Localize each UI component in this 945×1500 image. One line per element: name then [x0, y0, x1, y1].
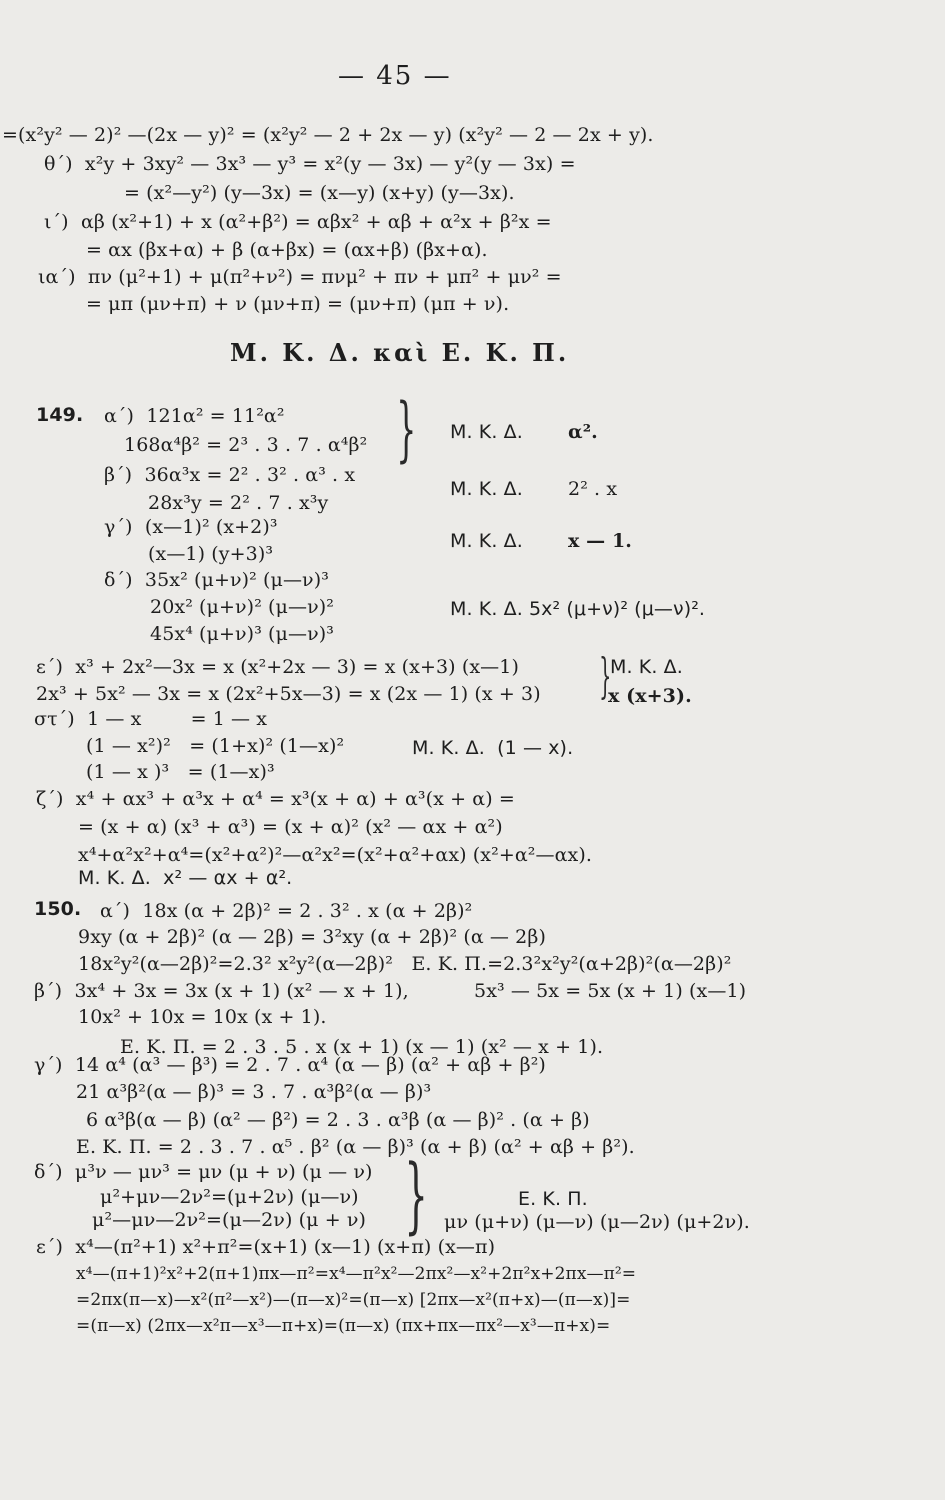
text-line: δ΄) 35x² (μ+ν)² (μ—ν)³: [104, 569, 329, 591]
text-line: Μ. Κ. Δ. (1 — x).: [412, 737, 574, 759]
text-line: στ΄) 1 — x = 1 — x: [34, 708, 268, 730]
text-line: ι΄) αβ (x²+1) + x (α²+β²) = αβx² + αβ + α²x + β²x =: [44, 211, 552, 233]
text-line: 18x²y²(α—2β)²=2.3² x²y²(α—2β)² Ε. Κ. Π.=2.3²x²y²(α+2β)²(α—2β)²: [78, 953, 732, 975]
text-line: (x—1) (y+3)³: [148, 543, 274, 565]
text-line: ε΄) x³ + 2x²—3x = x (x²+2x — 3) = x (x+3) (x—1): [36, 656, 519, 678]
text-line: ια΄) πν (μ²+1) + μ(π²+ν²) = πνμ² + πν + μπ² + μν² =: [38, 266, 562, 288]
text-line: = (x + α) (x³ + α³) = (x + α)² (x² — αx + α²): [78, 816, 503, 838]
text-line: γ΄) 14 α⁴ (α³ — β³) = 2 . 7 . α⁴ (α — β) (α² + αβ + β²): [34, 1054, 546, 1076]
text-line: x — 1.: [568, 530, 632, 552]
text-line: Ε. Κ. Π. = 2 . 3 . 5 . x (x + 1) (x — 1) (x² — x + 1).: [120, 1036, 604, 1058]
text-line: μν (μ+ν) (μ—ν) (μ—2ν) (μ+2ν).: [444, 1211, 750, 1233]
right-brace: }: [396, 388, 417, 470]
text-line: 28x³y = 2² . 7 . x³y: [148, 492, 329, 514]
text-line: Μ. Κ. Δ. 5x² (μ+ν)² (μ—ν)².: [450, 598, 706, 620]
text-line: 2x³ + 5x² — 3x = x (2x²+5x—3) = x (2x — 1) (x + 3): [36, 683, 541, 705]
text-line: 45x⁴ (μ+ν)³ (μ—ν)³: [150, 623, 334, 645]
section-heading: Μ. Κ. Δ. καὶ Ε. Κ. Π.: [230, 338, 570, 367]
page-number: — 45 —: [338, 61, 452, 91]
text-line: Μ. Κ. Δ.: [450, 421, 523, 443]
text-line: μ²—μν—2ν²=(μ—2ν) (μ + ν): [92, 1209, 367, 1231]
text-line: x⁴—(π+1)²x²+2(π+1)πx—π²=x⁴—π²x²—2πx²—x²+2π²x+2πx—π²=: [76, 1264, 637, 1284]
text-line: μ²+μν—2ν²=(μ+2ν) (μ—ν): [100, 1186, 359, 1208]
text-line: Μ. Κ. Δ.: [450, 530, 523, 552]
text-line: x (x+3).: [608, 685, 692, 707]
text-line: β΄) 36α³x = 2² . 3² . α³ . x: [104, 464, 356, 486]
text-line: =(π—x) (2πx—x²π—x³—π+x)=(π—x) (πx+πx—πx²—x³—π+x)=: [76, 1316, 611, 1336]
text-line: = μπ (μν+π) + ν (μν+π) = (μν+π) (μπ + ν).: [86, 293, 510, 315]
text-line: 168α⁴β² = 2³ . 3 . 7 . α⁴β²: [124, 434, 368, 456]
text-line: 20x² (μ+ν)² (μ—ν)²: [150, 596, 334, 618]
exercise-number: 149.: [36, 404, 84, 426]
text-line: = (x²—y²) (y—3x) = (x—y) (x+y) (y—3x).: [124, 182, 515, 204]
text-line: δ΄) μ³ν — μν³ = μν (μ + ν) (μ — ν): [34, 1161, 373, 1183]
text-line: 2² . x: [568, 478, 618, 500]
right-brace: }: [599, 648, 612, 704]
text-line: Μ. Κ. Δ.: [610, 656, 683, 678]
text-line: γ΄) (x—1)² (x+2)³: [104, 516, 278, 538]
text-line: 6 α³β(α — β) (α² — β²) = 2 . 3 . α³β (α — β)² . (α + β): [86, 1109, 590, 1131]
text-line: α΄) 18x (α + 2β)² = 2 . 3² . x (α + 2β)²: [100, 900, 473, 922]
text-line: Ε. Κ. Π. = 2 . 3 . 7 . α⁵ . β² (α — β)³ (α + β) (α² + αβ + β²).: [76, 1136, 635, 1158]
text-line: (1 — x )³ = (1—x)³: [86, 761, 275, 783]
text-line: ζ΄) x⁴ + αx³ + α³x + α⁴ = x³(x + α) + α³(x + α) =: [36, 788, 515, 810]
text-line: α².: [568, 421, 598, 443]
text-line: = αx (βx+α) + β (α+βx) = (αx+β) (βx+α).: [86, 239, 488, 261]
text-line: x⁴+α²x²+α⁴=(x²+α²)²—α²x²=(x²+α²+αx) (x²+α²—αx).: [78, 844, 592, 866]
exercise-number: 150.: [34, 898, 82, 920]
text-line: Μ. Κ. Δ. x² — αx + α².: [78, 867, 293, 889]
text-line: β΄) 3x⁴ + 3x = 3x (x + 1) (x² — x + 1),: [34, 980, 409, 1002]
text-line: (1 — x²)² = (1+x)² (1—x)²: [86, 735, 345, 757]
text-line: 5x³ — 5x = 5x (x + 1) (x—1): [474, 980, 747, 1002]
text-line: Ε. Κ. Π.: [518, 1188, 588, 1210]
text-line: 21 α³β²(α — β)³ = 3 . 7 . α³β²(α — β)³: [76, 1081, 432, 1103]
right-brace: }: [404, 1148, 428, 1243]
text-line: α΄) 121α² = 11²α²: [104, 405, 285, 427]
text-line: 9xy (α + 2β)² (α — 2β) = 3²xy (α + 2β)² (α — 2β): [78, 926, 546, 948]
text-line: Μ. Κ. Δ.: [450, 478, 523, 500]
text-line: θ΄) x²y + 3xy² — 3x³ — y³ = x²(y — 3x) — y²(y — 3x) =: [44, 153, 576, 175]
text-line: =(x²y² — 2)² —(2x — y)² = (x²y² — 2 + 2x — y) (x²y² — 2 — 2x + y).: [2, 124, 654, 146]
text-line: 10x² + 10x = 10x (x + 1).: [78, 1006, 327, 1028]
text-line: =2πx(π—x)—x²(π²—x²)—(π—x)²=(π—x) [2πx—x²(π+x)—(π—x)]=: [76, 1290, 631, 1310]
text-line: ε΄) x⁴—(π²+1) x²+π²=(x+1) (x—1) (x+π) (x—π): [36, 1236, 496, 1258]
